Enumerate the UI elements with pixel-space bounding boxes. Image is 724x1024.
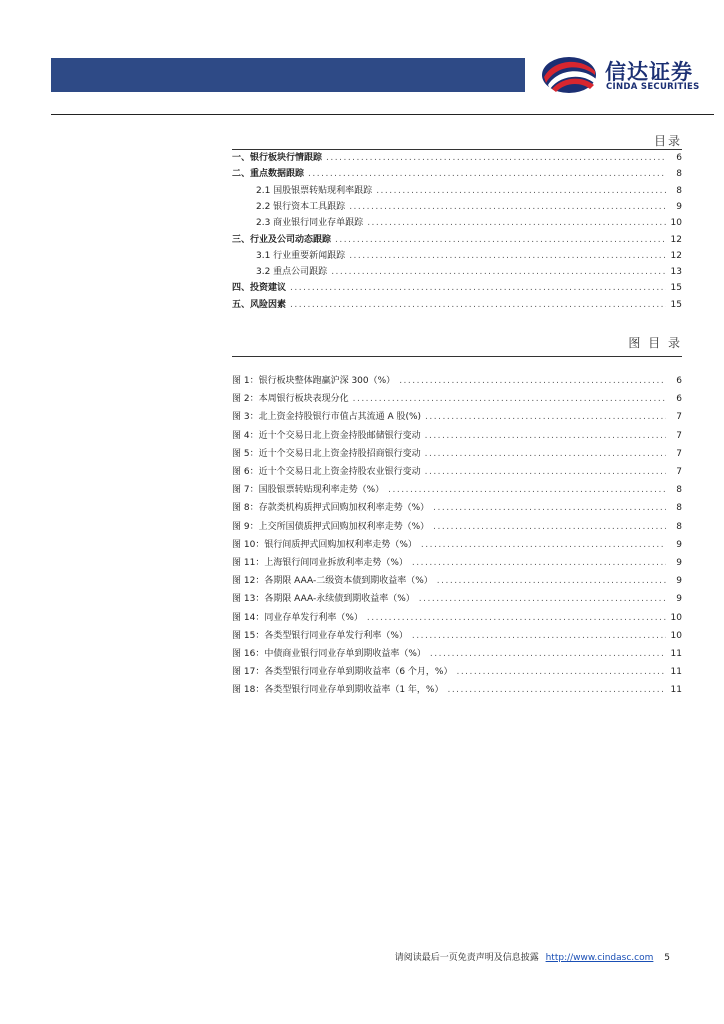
figure-dot-leader	[425, 427, 666, 445]
figure-entry-page: 11	[670, 685, 682, 696]
toc-dot-leader	[290, 297, 666, 313]
figure-entry[interactable]	[232, 645, 682, 663]
toc-entry[interactable]	[232, 166, 682, 182]
figure-entry-page: 9	[676, 594, 682, 605]
figure-entry-label: 图 14：同业存单发行利率（%）	[232, 612, 363, 623]
figure-entry-label: 图 4：近十个交易日北上资金持股邮储银行变动	[232, 430, 421, 441]
toc-entry[interactable]	[232, 232, 682, 248]
figure-dot-leader	[430, 645, 666, 663]
figure-entry-page: 8	[676, 503, 682, 514]
toc-entry-page: 12	[670, 234, 682, 245]
figure-entry-label: 图 17：各类型银行同业存单到期收益率（6 个月，%）	[232, 667, 453, 678]
figure-entry[interactable]	[232, 427, 682, 445]
figure-dot-leader	[388, 481, 666, 499]
figure-dot-leader	[425, 408, 666, 426]
figure-entry-label: 图 7：国股银票转贴现利率走势（%）	[232, 485, 385, 496]
toc-entry[interactable]	[232, 297, 682, 313]
cinda-globe-icon	[540, 55, 598, 95]
toc-entry-label: 三、行业及公司动态跟踪	[232, 234, 332, 245]
figure-entry-page: 8	[676, 521, 682, 532]
toc-dot-leader	[367, 215, 666, 231]
figure-entry-label: 图 5：近十个交易日北上资金持股招商银行变动	[232, 448, 421, 459]
figure-entry-label: 图 10：银行间质押式回购加权利率走势（%）	[232, 539, 417, 550]
figure-entry-page: 9	[676, 558, 682, 568]
figure-entry-label: 图 13：各期限 AAA-永续债到期收益率（%）	[232, 594, 415, 605]
figure-entry-label: 图 2：本周银行板块表现分化	[232, 394, 349, 405]
toc-dot-leader	[290, 280, 666, 296]
toc-entry-label: 2.1 国股银票转贴现利率跟踪	[256, 185, 373, 196]
toc-entry[interactable]	[232, 215, 682, 231]
figure-entry-label: 图 15：各类型银行同业存单发行利率（%）	[232, 630, 408, 641]
figure-entry[interactable]	[232, 663, 682, 681]
toc-entry[interactable]	[232, 280, 682, 296]
toc-title: 目录	[653, 134, 682, 148]
toc-entry-page: 12	[670, 250, 682, 261]
toc-dot-leader	[326, 150, 666, 166]
toc-entry-page: 8	[676, 185, 682, 196]
figure-entry-page: 10	[670, 630, 682, 641]
toc-entry[interactable]	[232, 183, 682, 199]
figure-entry[interactable]	[232, 518, 682, 536]
figure-entry[interactable]	[232, 499, 682, 517]
footer-website-link[interactable]: http://www.cindasc.com	[545, 953, 654, 963]
toc-dot-leader	[376, 183, 666, 199]
toc-entry[interactable]	[232, 150, 682, 166]
figure-entry-page: 6	[676, 376, 682, 386]
cinda-logo	[540, 55, 715, 95]
figure-entry[interactable]	[232, 572, 682, 590]
figure-entry-label: 图 16：中债商业银行同业存单到期收益率（%）	[232, 649, 426, 659]
figure-entry[interactable]	[232, 536, 682, 554]
figure-entry[interactable]	[232, 627, 682, 645]
toc-entry-page: 15	[670, 299, 682, 310]
toc-entry-page: 10	[670, 218, 682, 229]
toc-entry-page: 13	[670, 267, 682, 278]
toc-entry[interactable]	[232, 248, 682, 264]
page-footer	[395, 950, 670, 963]
page-number: 5	[664, 953, 670, 963]
footer-disclaimer: 请阅读最后一页免责声明及信息披露	[394, 953, 539, 963]
toc-entry[interactable]	[232, 264, 682, 280]
header-divider	[51, 114, 714, 115]
figure-title-rule	[232, 356, 682, 357]
figure-entry[interactable]	[232, 408, 682, 426]
figure-entry-page: 7	[676, 412, 682, 423]
figure-entry-label: 图 3：北上资金持股银行市值占其流通 A 股(%)	[232, 412, 422, 423]
figure-dot-leader	[421, 536, 666, 554]
figure-entry-page: 11	[670, 667, 682, 678]
toc-entry-page: 8	[676, 169, 682, 180]
toc-dot-leader	[308, 166, 666, 182]
figure-entry[interactable]	[232, 463, 682, 481]
toc-entry-label: 2.2 银行资本工具跟踪	[256, 201, 346, 212]
toc-entry-label: 一、银行板块行情跟踪	[232, 153, 323, 163]
figure-dot-leader	[437, 572, 666, 590]
figure-entry-page: 7	[676, 448, 682, 459]
figure-dot-leader	[367, 609, 666, 627]
figure-entry[interactable]	[232, 554, 682, 572]
figure-entry[interactable]	[232, 481, 682, 499]
figure-entry[interactable]	[232, 390, 682, 408]
toc-entry-page: 9	[676, 201, 682, 212]
figure-entry[interactable]	[232, 445, 682, 463]
toc-entry-label: 四、投资建议	[232, 283, 287, 294]
toc-entry-page: 15	[670, 283, 682, 294]
figure-entry-label: 图 1：银行板块整体跑赢沪深 300（%）	[232, 376, 396, 386]
figure-dot-leader	[433, 518, 666, 536]
figure-entry[interactable]	[232, 681, 682, 699]
toc-entry[interactable]	[232, 199, 682, 215]
figure-dot-leader	[353, 390, 666, 408]
figure-entry[interactable]	[232, 609, 682, 627]
toc-entry-label: 2.3 商业银行同业存单跟踪	[256, 218, 364, 229]
figure-dot-leader	[425, 463, 666, 481]
header-bar	[51, 58, 525, 92]
figure-entry-label: 图 12：各期限 AAA-二级资本债到期收益率（%）	[232, 576, 433, 587]
figure-dot-leader	[399, 372, 666, 390]
toc-entry-page: 6	[676, 153, 682, 163]
figure-entry-page: 9	[676, 576, 682, 587]
figure-dot-leader	[412, 554, 666, 572]
toc-dot-leader	[331, 264, 666, 280]
figure-entry-page: 7	[676, 467, 682, 477]
figure-dot-leader	[433, 499, 666, 517]
figure-entry-page: 10	[670, 612, 682, 623]
figure-entry-page: 6	[676, 394, 682, 405]
figure-entry-page: 11	[670, 649, 682, 659]
figure-dot-leader	[412, 627, 666, 645]
figure-entry-label: 图 11：上海银行间同业拆放利率走势（%）	[232, 558, 408, 568]
figure-dot-leader	[447, 681, 666, 699]
toc-entry-label: 3.1 行业重要新闻跟踪	[256, 250, 346, 261]
logo-english-name: CINDA SECURITIES	[606, 82, 700, 92]
logo-chinese-name: 信达证券	[605, 60, 693, 84]
figure-dot-leader	[456, 663, 666, 681]
figure-entry-label: 图 8：存款类机构质押式回购加权利率走势（%）	[232, 503, 430, 514]
figure-entry[interactable]	[232, 590, 682, 608]
figure-entry-page: 8	[676, 485, 682, 496]
figure-list-title: 图 目 录	[628, 336, 682, 350]
figure-entry-label: 图 18：各类型银行同业存单到期收益率（1 年，%）	[232, 685, 444, 696]
figure-dot-leader	[419, 590, 666, 608]
toc-dot-leader	[349, 199, 666, 215]
toc-entry-label: 3.2 重点公司跟踪	[256, 267, 328, 278]
toc-entry-label: 五、风险因素	[232, 299, 287, 310]
toc-dot-leader	[335, 232, 666, 248]
toc-entry-label: 二、重点数据跟踪	[232, 169, 305, 180]
figure-entry-page: 7	[676, 430, 682, 441]
figure-entry-page: 9	[676, 539, 682, 550]
figure-dot-leader	[425, 445, 666, 463]
figure-entry-label: 图 9：上交所国债质押式回购加权利率走势（%）	[232, 521, 430, 532]
toc-dot-leader	[349, 248, 666, 264]
figure-entry[interactable]	[232, 372, 682, 390]
figure-entry-label: 图 6：近十个交易日北上资金持股农业银行变动	[232, 467, 421, 477]
